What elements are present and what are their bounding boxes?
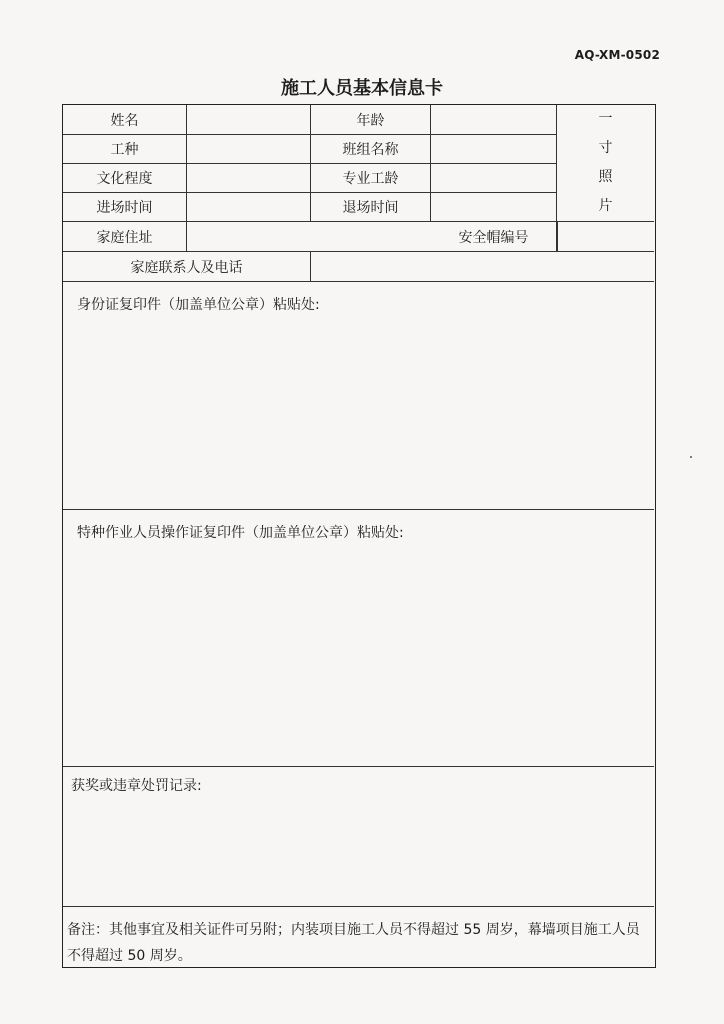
family-contact-label: 家庭联系人及电话: [63, 252, 311, 282]
team-label: 班组名称: [311, 135, 431, 164]
info-card-table: [62, 104, 656, 968]
photo-placeholder[interactable]: [557, 105, 654, 222]
education-value-cell[interactable]: [187, 164, 311, 193]
trade-label: 工种: [63, 135, 187, 164]
special-cert-label: 特种作业人员操作证复印件（加盖单位公章）粘贴处:: [77, 525, 404, 541]
address-label: 家庭住址: [63, 222, 187, 252]
id-copy-label: 身份证复印件（加盖单位公章）粘贴处:: [77, 297, 320, 313]
remarks-note: 备注：其他事宜及相关证件可另附；内装项目施工人员不得超过 55 周岁，幕墙项目施工人员不得超过 50 周岁。: [67, 922, 640, 964]
photo-char-4: 片: [598, 198, 613, 214]
experience-value-cell[interactable]: [431, 164, 557, 193]
helmet-number-value-cell[interactable]: [557, 222, 654, 252]
photo-char-2: 寸: [598, 140, 613, 156]
id-copy-section[interactable]: [63, 282, 654, 510]
experience-label: 专业工龄: [311, 164, 431, 193]
trade-value-cell[interactable]: [187, 135, 311, 164]
team-value-cell[interactable]: [431, 135, 557, 164]
document-code: AQ-XM-0502: [574, 48, 660, 62]
records-section[interactable]: [63, 767, 654, 907]
stray-dot: [690, 456, 692, 458]
name-value-cell[interactable]: [187, 105, 311, 135]
photo-char-1: 一: [598, 111, 613, 127]
entry-time-value-cell[interactable]: [187, 193, 311, 222]
special-cert-section[interactable]: [63, 510, 654, 767]
page-title: 施工人员基本信息卡: [281, 78, 443, 99]
records-label: 获奖或违章处罚记录:: [71, 778, 202, 794]
address-value-cell[interactable]: [187, 222, 431, 252]
education-label: 文化程度: [63, 164, 187, 193]
photo-char-3: 照: [598, 169, 613, 185]
helmet-number-label: 安全帽编号: [431, 222, 557, 252]
name-label: 姓名: [63, 105, 187, 135]
age-label: 年龄: [311, 105, 431, 135]
age-value-cell[interactable]: [431, 105, 557, 135]
entry-time-label: 进场时间: [63, 193, 187, 222]
exit-time-value-cell[interactable]: [431, 193, 557, 222]
exit-time-label: 退场时间: [311, 193, 431, 222]
family-contact-value-cell[interactable]: [311, 252, 654, 282]
